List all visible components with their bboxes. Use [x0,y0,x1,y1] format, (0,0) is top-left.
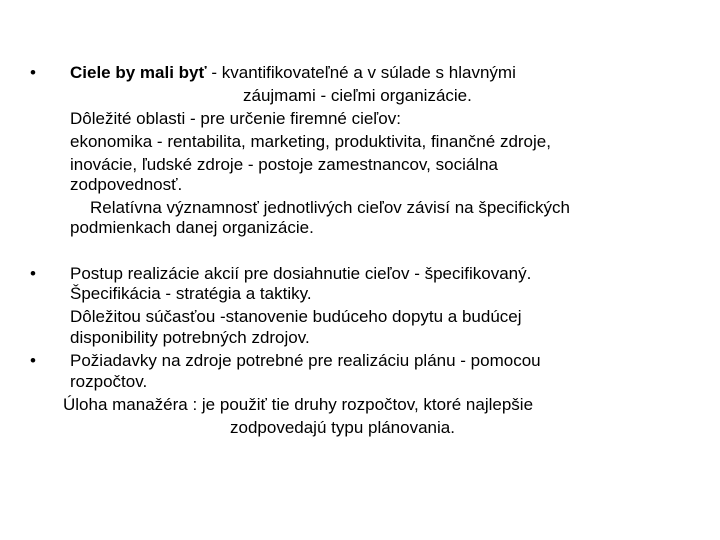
goals-heading-line [70,63,516,83]
bullet-marker: • [30,63,36,82]
goals-heading-rest: - kvantifikovateľné a v súlade s hlavnými [206,63,516,82]
resources-line-3: Úloha manažéra : je použiť tie druhy rozpočtov, ktoré najlepšie [63,395,534,414]
goals-line-7: Relatívna významnosť jednotlivých cieľov závisí na špecifických [90,198,570,217]
goals-line-4: ekonomika - rentabilita, marketing, produktivita, finančné zdroje, [70,132,551,151]
bullet-marker: • [30,264,36,283]
procedure-line-4: disponibility potrebných zdrojov. [70,328,310,347]
resources-line-4: zodpovedajú typu plánovania. [230,418,455,437]
goals-line-8: podmienkach danej organizácie. [70,218,314,237]
procedure-line-3: Dôležitou súčasťou -stanovenie budúceho dopytu a budúcej [70,307,522,326]
goals-line-6: zodpovednosť. [70,175,183,194]
goals-heading-bold: Ciele by mali byť [70,63,207,82]
resources-line-1: Požiadavky na zdroje potrebné pre realizáciu plánu - pomocou [70,351,541,370]
bullet-marker: • [30,351,36,370]
resources-line-2: rozpočtov. [70,372,148,391]
goals-line-5: inovácie, ľudské zdroje - postoje zamestnancov, sociálna [70,155,498,174]
goals-line-3: Dôležité oblasti - pre určenie firemné cieľov: [70,109,401,128]
procedure-line-2: Špecifikácia - stratégia a taktiky. [70,284,312,303]
procedure-line-1: Postup realizácie akcií pre dosiahnutie cieľov - špecifikovaný. [70,264,532,283]
goals-line-2: záujmami - cieľmi organizácie. [243,86,472,105]
